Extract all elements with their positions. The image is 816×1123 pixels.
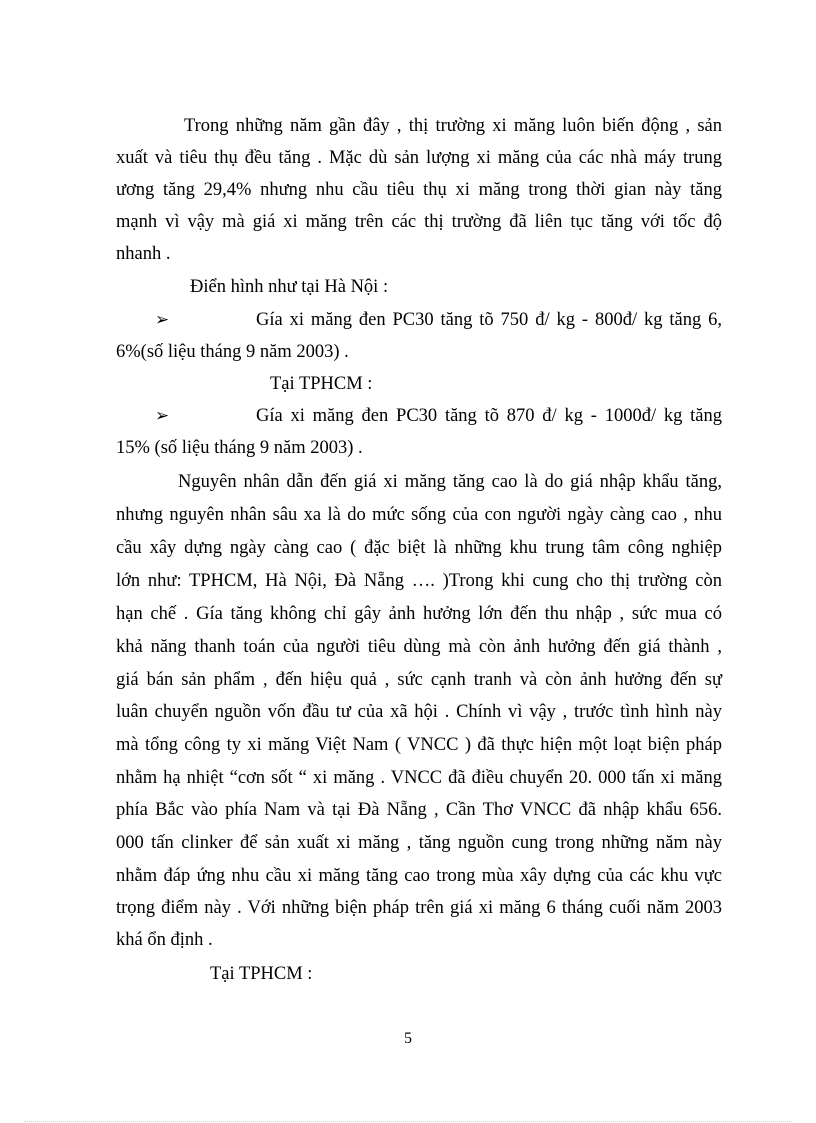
paragraph2-line-15: khá ổn định .: [116, 930, 213, 950]
paragraph1-line-2: xuất và tiêu thụ đều tăng . Mặc dù sản lượng xi măng của các nhà máy trung: [116, 148, 722, 168]
paragraph2-line-12: 000 tấn clinker để sản xuất xi măng , tăng nguồn cung trong những năm này: [116, 833, 722, 853]
bullet2-line-1: Gía xi măng đen PC30 tăng tõ 870 đ/ kg - 1000đ/ kg tăng: [256, 406, 722, 426]
paragraph1-line-1: Trong những năm gần đây , thị trường xi măng luôn biến động , sản: [184, 116, 722, 136]
paragraph2-line-7: giá bán sản phẩm , đến hiệu quả , sức cạnh tranh và còn ảnh hưởng đến sự: [116, 670, 722, 690]
paragraph2-line-14: trọng điểm này . Với những biện pháp trên giá xi măng 6 tháng cuối năm 2003: [116, 898, 722, 918]
paragraph2-line-8: luân chuyển nguồn vốn đầu tư của xã hội . Chính vì vậy , trước tình hình này: [116, 702, 722, 722]
arrow-bullet-icon: ➢: [155, 310, 170, 329]
paragraph2-line-5: hạn chế . Gía tăng không chỉ gây ảnh hưởng lớn đến thu nhập , sức mua có: [116, 604, 722, 624]
bullet1-line-2: 6%(số liệu tháng 9 năm 2003) .: [116, 342, 349, 362]
hanoi-heading: Điển hình như tại Hà Nội :: [190, 277, 389, 297]
paragraph2-line-2: nhưng nguyên nhân sâu xa là do mức sống của con người ngày càng cao , nhu: [116, 505, 722, 525]
paragraph1-line-3: ương tăng 29,4% nhưng nhu cầu tiêu thụ xi măng trong thời gian này tăng: [116, 180, 722, 200]
paragraph1-line-5: nhanh .: [116, 244, 171, 264]
paragraph1-line-4: mạnh vì vậy mà giá xi măng trên các thị trường đã liên tục tăng với tốc độ: [116, 212, 722, 232]
paragraph2-line-4: lớn như: TPHCM, Hà Nội, Đà Nẵng …. )Trong khi cung cho thị trường còn: [116, 571, 722, 591]
arrow-bullet-icon: ➢: [155, 406, 170, 425]
paragraph2-line-3: cầu xây dựng ngày càng cao ( đặc biệt là những khu trung tâm công nghiệp: [116, 538, 722, 558]
paragraph2-line-6: khả năng thanh toán của người tiêu dùng mà còn ảnh hưởng đến giá thành ,: [116, 637, 722, 657]
paragraph2-line-10: nhằm hạ nhiệt “cơn sốt “ xi măng . VNCC đã điều chuyển 20. 000 tấn xi măng: [116, 768, 722, 788]
paragraph2-line-13: nhằm đáp ứng nhu cầu xi măng tăng cao trong mùa xây dựng của các khu vực: [116, 866, 722, 886]
tphcm-heading-2: Tại TPHCM :: [210, 964, 313, 984]
paragraph2-line-11: phía Bắc vào phía Nam và tại Đà Nẵng , Cần Thơ VNCC đã nhập khẩu 656.: [116, 800, 722, 820]
bullet2-line-2: 15% (số liệu tháng 9 năm 2003) .: [116, 438, 363, 458]
bullet1-line-1: Gía xi măng đen PC30 tăng tõ 750 đ/ kg - 800đ/ kg tăng 6,: [256, 310, 722, 330]
page-number: 5: [404, 1030, 412, 1047]
paragraph2-line-1: Nguyên nhân dẫn đến giá xi măng tăng cao là do giá nhập khẩu tăng,: [178, 472, 722, 492]
tphcm-heading: Tại TPHCM :: [270, 374, 373, 394]
page-bottom-divider: [24, 1121, 792, 1122]
paragraph2-line-9: mà tổng công ty xi măng Việt Nam ( VNCC ) đã thực hiện một loạt biện pháp: [116, 735, 722, 755]
